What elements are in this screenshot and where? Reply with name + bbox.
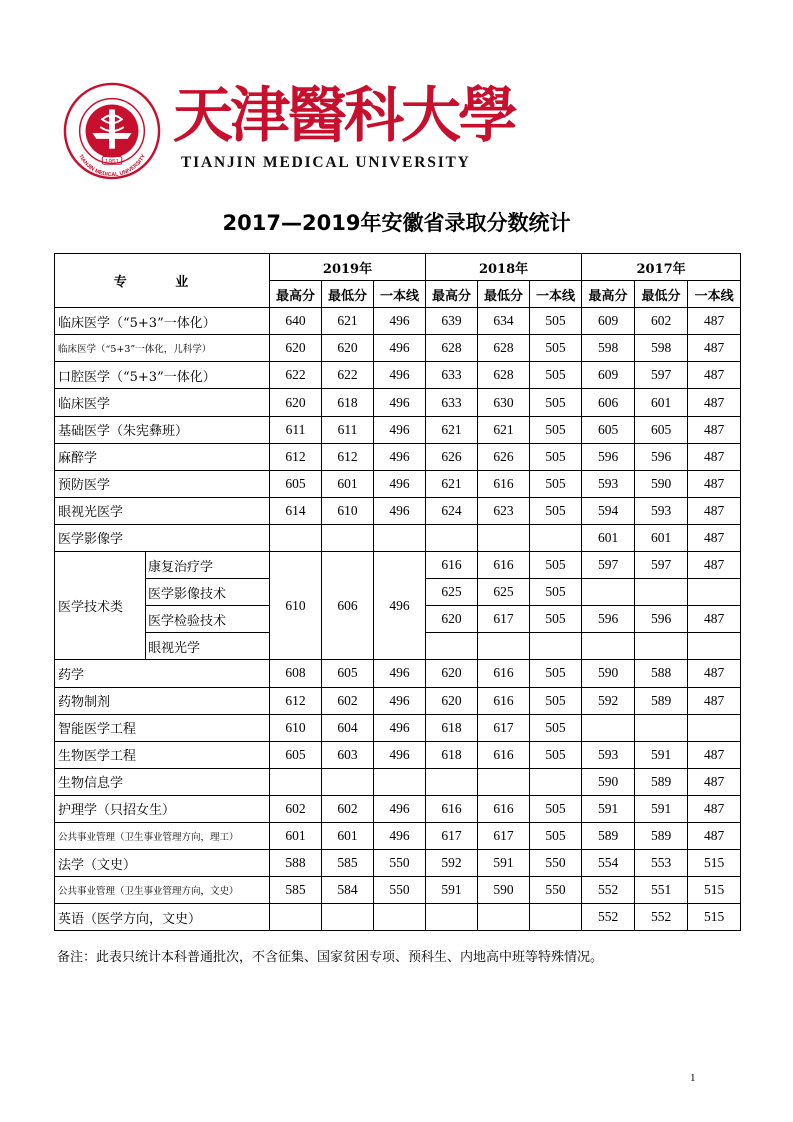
score-cell: 515 [688, 877, 741, 904]
score-cell: 609 [582, 308, 635, 335]
major-name: 药物制剂 [55, 687, 270, 714]
score-cell: 597 [635, 362, 688, 389]
score-cell: 589 [582, 822, 635, 849]
score-cell: 616 [478, 660, 530, 687]
col-line: 一本线 [530, 281, 582, 308]
score-cell: 617 [478, 606, 530, 633]
major-name: 临床医学 [55, 389, 270, 416]
year-header-2019: 2019年 [270, 254, 426, 281]
table-row [55, 362, 741, 389]
score-cell: 616 [426, 552, 478, 579]
score-cell [635, 714, 688, 741]
score-cell: 598 [635, 335, 688, 362]
score-cell [374, 904, 426, 931]
score-cell [270, 768, 322, 795]
score-cell: 505 [530, 687, 582, 714]
score-cell: 628 [426, 335, 478, 362]
score-cell: 633 [426, 362, 478, 389]
score-cell: 505 [530, 389, 582, 416]
score-cell: 602 [270, 795, 322, 822]
score-cell: 591 [635, 741, 688, 768]
score-cell: 496 [374, 687, 426, 714]
score-cell: 617 [478, 714, 530, 741]
table-row [55, 822, 741, 849]
major-name: 公共事业管理（卫生事业管理方向，理工） [55, 822, 270, 849]
score-cell: 554 [582, 850, 635, 877]
score-cell: 496 [374, 714, 426, 741]
score-cell: 601 [322, 822, 374, 849]
score-cell: 550 [374, 850, 426, 877]
score-cell: 487 [688, 362, 741, 389]
score-table [54, 253, 741, 931]
score-cell: 487 [688, 308, 741, 335]
score-cell [478, 524, 530, 551]
score-cell: 585 [322, 850, 374, 877]
score-cell: 550 [530, 850, 582, 877]
score-cell [478, 904, 530, 931]
score-cell: 591 [478, 850, 530, 877]
score-cell [426, 633, 478, 660]
score-cell: 610 [270, 714, 322, 741]
score-cell: 621 [426, 470, 478, 497]
table-row [55, 660, 741, 687]
score-cell: 496 [374, 660, 426, 687]
score-cell: 616 [478, 741, 530, 768]
score-cell [322, 524, 374, 551]
score-cell: 496 [374, 362, 426, 389]
score-cell: 591 [635, 795, 688, 822]
score-cell: 616 [478, 470, 530, 497]
score-cell: 592 [426, 850, 478, 877]
score-cell: 604 [322, 714, 374, 741]
score-cell [270, 904, 322, 931]
score-cell: 630 [478, 389, 530, 416]
score-cell: 602 [635, 308, 688, 335]
major-header: 专 业 [55, 254, 270, 308]
score-cell [478, 633, 530, 660]
score-cell [322, 768, 374, 795]
score-cell: 616 [478, 552, 530, 579]
score-cell: 596 [635, 443, 688, 470]
score-cell: 606 [322, 552, 374, 660]
score-cell: 621 [478, 416, 530, 443]
score-cell: 487 [688, 660, 741, 687]
score-cell: 551 [635, 877, 688, 904]
score-cell: 505 [530, 822, 582, 849]
sub-major-name: 医学检验技术 [146, 606, 270, 633]
major-name: 医学影像学 [55, 524, 270, 551]
table-row [55, 443, 741, 470]
score-cell: 487 [688, 768, 741, 795]
sub-major-name: 眼视光学 [146, 633, 270, 660]
score-cell: 487 [688, 606, 741, 633]
score-cell: 618 [426, 714, 478, 741]
score-cell: 505 [530, 443, 582, 470]
score-cell: 612 [270, 443, 322, 470]
table-row [55, 389, 741, 416]
score-cell: 616 [478, 687, 530, 714]
score-cell: 487 [688, 552, 741, 579]
table-row [55, 470, 741, 497]
sub-major-name: 医学影像技术 [146, 579, 270, 606]
score-table-body [55, 308, 741, 931]
score-cell: 612 [270, 687, 322, 714]
score-cell: 496 [374, 470, 426, 497]
score-cell: 624 [426, 497, 478, 524]
score-cell: 602 [322, 687, 374, 714]
score-cell: 610 [322, 497, 374, 524]
score-cell: 621 [322, 308, 374, 335]
score-cell: 620 [426, 606, 478, 633]
table-row [55, 308, 741, 335]
table-row [55, 552, 741, 579]
score-cell: 633 [426, 389, 478, 416]
score-cell [582, 633, 635, 660]
score-cell: 487 [688, 335, 741, 362]
score-cell [478, 768, 530, 795]
table-row [55, 335, 741, 362]
score-cell: 626 [478, 443, 530, 470]
score-cell: 605 [270, 741, 322, 768]
score-cell: 496 [374, 389, 426, 416]
table-row [55, 768, 741, 795]
score-cell: 617 [426, 822, 478, 849]
score-cell: 505 [530, 579, 582, 606]
score-cell: 601 [582, 524, 635, 551]
major-name: 麻醉学 [55, 443, 270, 470]
score-cell [426, 524, 478, 551]
table-row [55, 904, 741, 931]
score-cell: 592 [582, 687, 635, 714]
score-cell: 596 [582, 443, 635, 470]
score-cell [635, 579, 688, 606]
score-cell: 589 [635, 822, 688, 849]
score-cell: 487 [688, 497, 741, 524]
score-cell: 552 [635, 904, 688, 931]
score-cell: 505 [530, 741, 582, 768]
col-max: 最高分 [426, 281, 478, 308]
score-cell [688, 633, 741, 660]
score-cell: 505 [530, 795, 582, 822]
score-cell: 640 [270, 308, 322, 335]
table-row [55, 741, 741, 768]
major-name: 药学 [55, 660, 270, 687]
score-cell: 616 [426, 795, 478, 822]
score-cell: 596 [582, 606, 635, 633]
major-name: 英语（医学方向，文史） [55, 904, 270, 931]
score-cell: 618 [322, 389, 374, 416]
score-cell: 505 [530, 552, 582, 579]
score-cell [635, 633, 688, 660]
score-cell: 496 [374, 795, 426, 822]
score-cell: 597 [582, 552, 635, 579]
score-cell: 496 [374, 443, 426, 470]
score-cell: 617 [478, 822, 530, 849]
score-cell: 621 [426, 416, 478, 443]
score-cell: 496 [374, 741, 426, 768]
score-cell: 487 [688, 389, 741, 416]
score-cell: 601 [635, 389, 688, 416]
score-cell: 487 [688, 687, 741, 714]
score-cell [688, 579, 741, 606]
major-name: 眼视光医学 [55, 497, 270, 524]
table-row [55, 877, 741, 904]
score-cell: 515 [688, 904, 741, 931]
year-header-row [55, 254, 741, 281]
score-cell: 505 [530, 714, 582, 741]
score-cell [530, 768, 582, 795]
score-cell: 590 [582, 660, 635, 687]
table-row [55, 497, 741, 524]
score-cell: 505 [530, 497, 582, 524]
university-seal-icon [63, 82, 161, 180]
score-cell [374, 524, 426, 551]
score-cell: 590 [478, 877, 530, 904]
score-cell: 618 [426, 741, 478, 768]
score-cell: 603 [322, 741, 374, 768]
major-name: 临床医学（“5+3”一体化） [55, 308, 270, 335]
score-cell: 591 [582, 795, 635, 822]
score-cell: 505 [530, 660, 582, 687]
score-cell: 611 [322, 416, 374, 443]
score-cell [322, 904, 374, 931]
score-cell: 588 [270, 850, 322, 877]
score-cell: 620 [322, 335, 374, 362]
major-name: 生物医学工程 [55, 741, 270, 768]
score-cell: 639 [426, 308, 478, 335]
score-cell: 605 [270, 470, 322, 497]
score-cell: 622 [270, 362, 322, 389]
score-cell: 553 [635, 850, 688, 877]
col-max: 最高分 [270, 281, 322, 308]
brand-name-en: TIANJIN MEDICAL UNIVERSITY [181, 154, 471, 171]
score-cell: 588 [635, 660, 688, 687]
score-cell: 552 [582, 904, 635, 931]
table-row [55, 850, 741, 877]
col-max: 最高分 [582, 281, 635, 308]
major-name: 预防医学 [55, 470, 270, 497]
score-cell: 598 [582, 335, 635, 362]
score-cell: 605 [582, 416, 635, 443]
score-cell: 589 [635, 768, 688, 795]
score-cell: 620 [270, 335, 322, 362]
score-cell: 550 [530, 877, 582, 904]
major-name: 法学（文史） [55, 850, 270, 877]
table-row [55, 524, 741, 551]
year-header-2017: 2017年 [582, 254, 741, 281]
score-cell: 550 [374, 877, 426, 904]
score-cell: 593 [582, 470, 635, 497]
score-cell: 496 [374, 822, 426, 849]
major-name: 基础医学（朱宪彝班） [55, 416, 270, 443]
score-cell: 605 [635, 416, 688, 443]
score-cell: 496 [374, 308, 426, 335]
score-cell: 597 [635, 552, 688, 579]
score-cell: 601 [635, 524, 688, 551]
table-row [55, 795, 741, 822]
score-cell: 515 [688, 850, 741, 877]
score-cell: 505 [530, 308, 582, 335]
score-cell: 487 [688, 795, 741, 822]
col-min: 最低分 [322, 281, 374, 308]
score-cell: 620 [426, 687, 478, 714]
table-row [55, 714, 741, 741]
major-name: 生物信息学 [55, 768, 270, 795]
page-title: 2017—2019年安徽省录取分数统计 [222, 211, 571, 235]
score-cell: 605 [322, 660, 374, 687]
score-cell [530, 524, 582, 551]
score-cell: 590 [635, 470, 688, 497]
score-cell: 620 [270, 389, 322, 416]
score-cell [582, 714, 635, 741]
score-cell: 610 [270, 552, 322, 660]
col-line: 一本线 [688, 281, 741, 308]
score-cell [530, 904, 582, 931]
score-cell: 608 [270, 660, 322, 687]
score-cell [270, 524, 322, 551]
score-cell: 601 [322, 470, 374, 497]
major-name: 护理学（只招女生） [55, 795, 270, 822]
score-cell: 634 [478, 308, 530, 335]
score-cell [688, 714, 741, 741]
score-cell: 487 [688, 470, 741, 497]
score-cell: 626 [426, 443, 478, 470]
score-cell: 620 [426, 660, 478, 687]
score-cell [530, 633, 582, 660]
score-cell: 623 [478, 497, 530, 524]
seal-text: TIANJIN MEDICAL UNIVERSITY [76, 153, 148, 179]
score-cell: 614 [270, 497, 322, 524]
table-row [55, 687, 741, 714]
score-cell: 625 [478, 579, 530, 606]
score-cell [582, 579, 635, 606]
year-header-2018: 2018年 [426, 254, 582, 281]
score-cell: 594 [582, 497, 635, 524]
score-cell: 590 [582, 768, 635, 795]
score-cell: 601 [270, 822, 322, 849]
major-name: 临床医学（“5+3”一体化，儿科学） [55, 335, 270, 362]
score-cell: 625 [426, 579, 478, 606]
score-cell: 505 [530, 416, 582, 443]
page-number: 1 [690, 1072, 696, 1084]
score-cell: 496 [374, 335, 426, 362]
score-cell: 612 [322, 443, 374, 470]
score-cell: 496 [374, 552, 426, 660]
score-cell: 628 [478, 335, 530, 362]
footnote: 备注：此表只统计本科普通批次，不含征集、国家贫困专项、预科生、内地高中班等特殊情况。 [57, 950, 604, 965]
score-cell [374, 768, 426, 795]
score-cell: 589 [635, 687, 688, 714]
score-cell: 616 [478, 795, 530, 822]
score-cell: 487 [688, 416, 741, 443]
score-cell: 505 [530, 362, 582, 389]
score-cell: 496 [374, 497, 426, 524]
score-cell: 602 [322, 795, 374, 822]
major-name: 公共事业管理（卫生事业管理方向，文史） [55, 877, 270, 904]
score-cell: 622 [322, 362, 374, 389]
score-cell: 505 [530, 606, 582, 633]
col-min: 最低分 [635, 281, 688, 308]
score-cell: 496 [374, 416, 426, 443]
score-cell: 505 [530, 335, 582, 362]
score-cell: 609 [582, 362, 635, 389]
score-cell: 487 [688, 822, 741, 849]
score-cell: 487 [688, 741, 741, 768]
score-cell: 628 [478, 362, 530, 389]
seal-year: 1951 [104, 158, 120, 166]
brand-name-cn: 天津醫科大學 [173, 81, 515, 151]
university-header [63, 82, 543, 177]
col-line: 一本线 [374, 281, 426, 308]
score-cell: 487 [688, 443, 741, 470]
score-cell: 606 [582, 389, 635, 416]
score-cell: 593 [635, 497, 688, 524]
score-cell: 591 [426, 877, 478, 904]
col-min: 最低分 [478, 281, 530, 308]
major-name: 口腔医学（“5+3”一体化） [55, 362, 270, 389]
score-cell: 552 [582, 877, 635, 904]
score-cell [426, 904, 478, 931]
table-row [55, 416, 741, 443]
group-name: 医学技术类 [55, 552, 146, 660]
score-cell: 584 [322, 877, 374, 904]
sub-major-name: 康复治疗学 [146, 552, 270, 579]
score-cell: 611 [270, 416, 322, 443]
score-cell: 487 [688, 524, 741, 551]
score-cell: 505 [530, 470, 582, 497]
score-cell: 593 [582, 741, 635, 768]
score-cell: 596 [635, 606, 688, 633]
major-name: 智能医学工程 [55, 714, 270, 741]
score-cell [426, 768, 478, 795]
score-cell: 585 [270, 877, 322, 904]
